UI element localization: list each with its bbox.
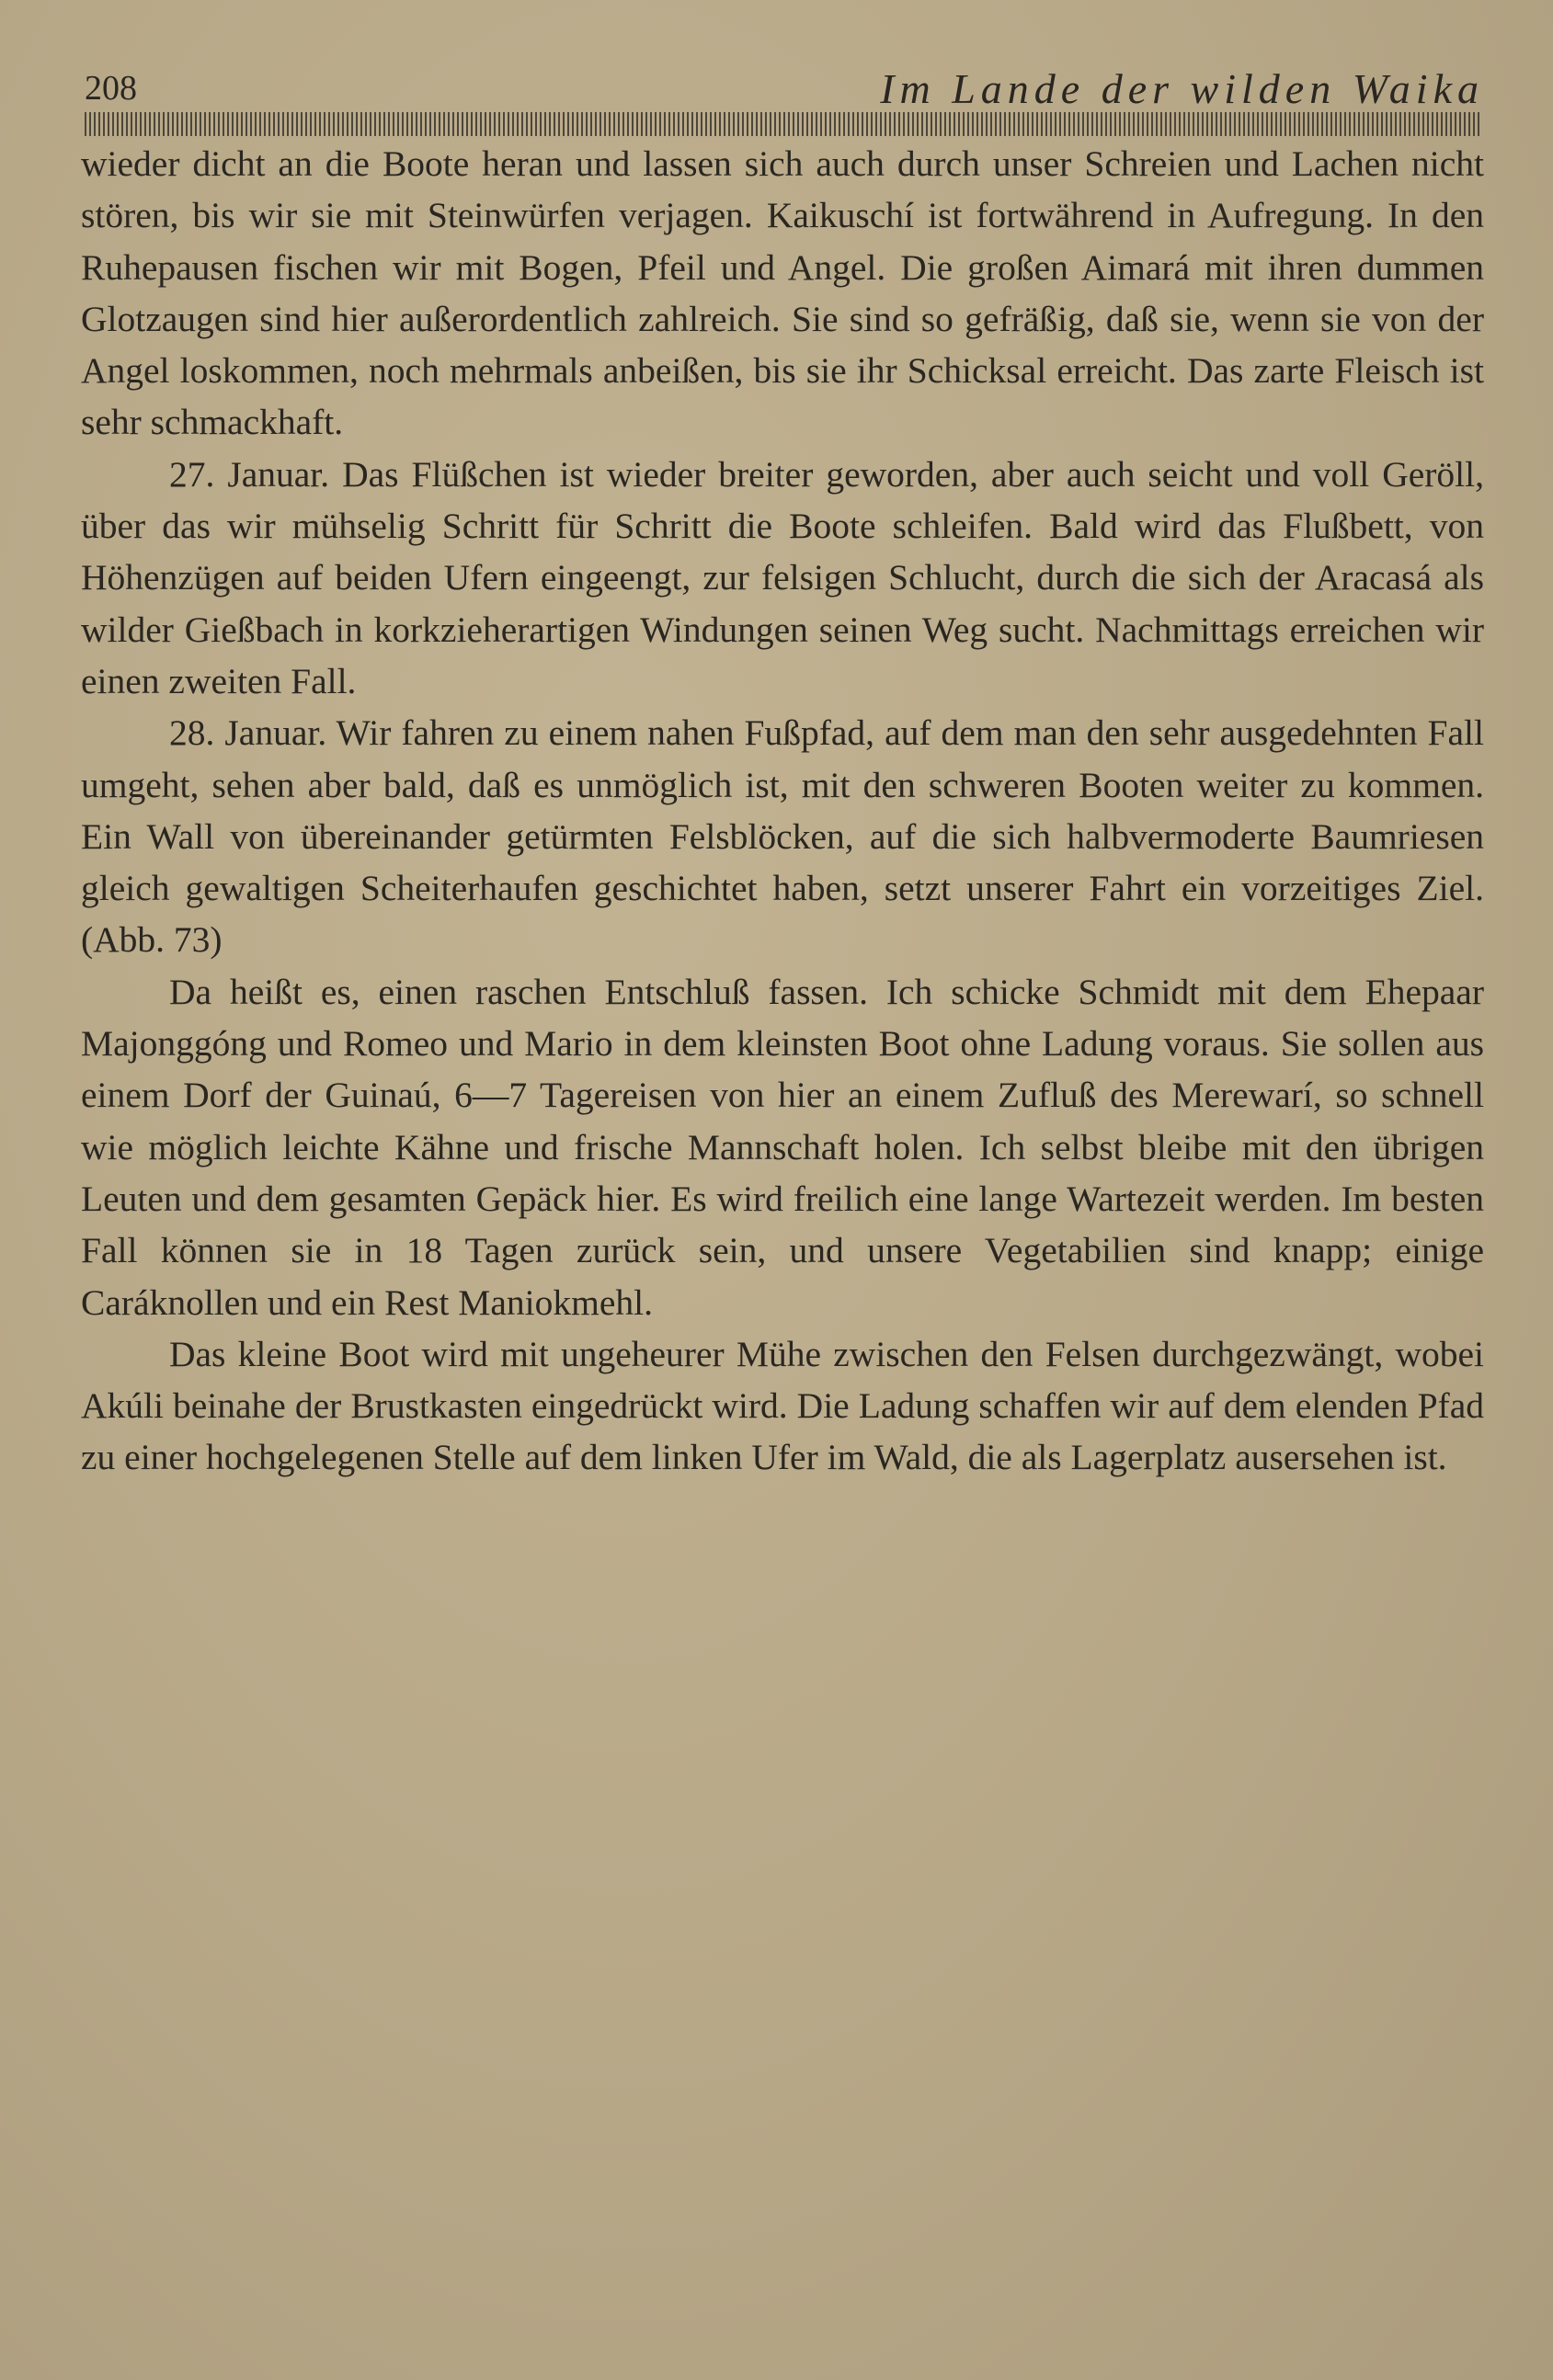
running-title: Im Lande der wilden Waika: [880, 65, 1484, 112]
paragraph: 28. Januar. Wir fahren zu einem nahen Fußpfad, auf dem man den sehr ausgedehnten Fall umgeht, sehen aber bald, daß es unmöglich ist, mit den schweren Booten weiter zu kommen. Ein Wall von übereinander getürmten Felsblöcken, auf die sich halbvermoderte Baumriesen gleich gewaltigen Scheiterhaufen geschichtet haben, setzt unserer Fahrt ein vorzeitiges Ziel. (Abb. 73): [81, 712, 1484, 961]
paragraph: Da heißt es, einen raschen Entschluß fassen. Ich schicke Schmidt mit dem Ehepaar Majonggóng und Romeo und Mario in dem kleinsten Boot ohne Ladung voraus. Sie sollen aus einem Dorf der Guinaú, 6—7 Tagereisen von hier an einem Zufluß des Merewarí, so schnell wie möglich leichte Kähne und frische Mannschaft holen. Ich selbst bleibe mit den übrigen Leuten und dem gesamten Gepäck hier. Es wird freilich eine lange Wartezeit werden. Im besten Fall können sie in 18 Tagen zurück sein, und unsere Vegetabilien sind knapp; einige Caráknollen und ein Rest Maniokmehl.: [81, 971, 1484, 1323]
page-header: [81, 64, 1484, 120]
paragraph: 27. Januar. Das Flüßchen ist wieder breiter geworden, aber auch seicht und voll Geröll, über das wir mühselig Schritt für Schritt die Boote schleifen. Bald wird das Flußbett, von Höhenzügen auf beiden Ufern eingeengt, zur felsigen Schlucht, durch die sich der Aracasá als wilder Gießbach in korkzieherartigen Windungen seinen Weg sucht. Nachmittags erreichen wir einen zweiten Fall.: [81, 453, 1484, 701]
paragraph: wieder dicht an die Boote heran und lassen sich auch durch unser Schreien und Lachen nicht stören, bis wir sie mit Steinwürfen verjagen. Kaikuschí ist fortwährend in Aufregung. In den Ruhepausen fischen wir mit Bogen, Pfeil und Angel. Die großen Aimará mit ihren dummen Glotzaugen sind hier außerordentlich zahlreich. Sie sind so gefräßig, daß sie, wenn sie von der Angel loskommen, noch mehrmals anbeißen, bis sie ihr Schicksal erreicht. Das zarte Fleisch ist sehr schmackhaft.: [81, 143, 1484, 443]
paragraph: Das kleine Boot wird mit ungeheurer Mühe zwischen den Felsen durchgezwängt, wobei Akúli beinahe der Brustkasten eingedrückt wird. Die Ladung schaffen wir auf dem elenden Pfad zu einer hochgelegenen Stelle auf dem linken Ufer im Wald, die als Lagerplatz ausersehen ist.: [81, 1333, 1484, 1478]
page-number: 208: [85, 69, 137, 108]
body-text: [81, 138, 1484, 1484]
header-rule: [85, 112, 1482, 136]
